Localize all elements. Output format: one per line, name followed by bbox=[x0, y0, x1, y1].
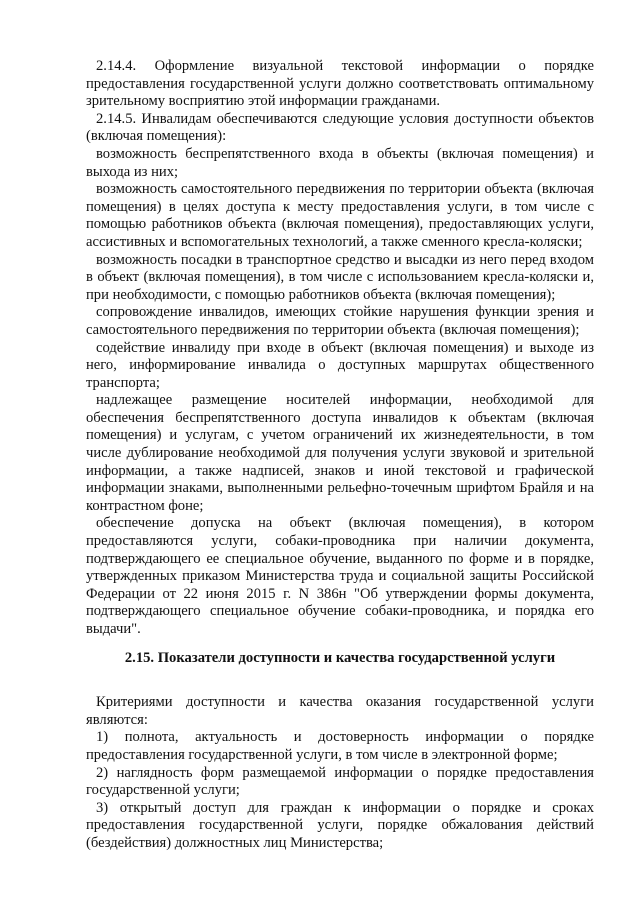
condition-assistance: содействие инвалиду при входе в объект (включая помещения) и выходе из него, информирование инвалида о доступных маршрутах общественного транспорта; bbox=[86, 339, 594, 391]
document-page bbox=[86, 58, 594, 853]
criteria-item-2: 2) наглядность форм размещаемой информации о порядке предоставления государственной услуги; bbox=[86, 764, 594, 799]
condition-vehicle-boarding: возможность посадки в транспортное средство и высадки из него перед входом в объект (включая помещения), в том числе с использованием кресла-коляски и, при необходимости, с помощью работников объекта (включая помещения); bbox=[86, 251, 594, 303]
criteria-item-3: 3) открытый доступ для граждан к информации о порядке и сроках предоставления государственной услуги, порядке обжалования действий (бездействия) должностных лиц Министерства; bbox=[86, 799, 594, 851]
condition-escort: сопровождение инвалидов, имеющих стойкие нарушения функции зрения и самостоятельного передвижения по территории объекта (включая помещения); bbox=[86, 304, 594, 338]
section-heading-2-15: 2.15. Показатели доступности и качества государственной услуги bbox=[124, 649, 556, 666]
criteria-intro: Критериями доступности и качества оказания государственной услуги являются: bbox=[86, 694, 594, 728]
paragraph-2-14-4: 2.14.4. Оформление визуальной текстовой информации о порядке предоставления государственной услуги должно соответствовать оптимальному зрительному восприятию этой информации гражданами. bbox=[86, 58, 594, 110]
condition-movement: возможность самостоятельного передвижения по территории объекта (включая помещения) в целях доступа к месту предоставления услуги, в том числе с помощью работников объекта (включая помещения), предоставляющих услуги, ассистивных и вспомогательных технологий, а также сменного кресла-коляски; bbox=[86, 181, 594, 250]
condition-entrance-exit: возможность беспрепятственного входа в объекты (включая помещения) и выхода из них; bbox=[86, 145, 594, 180]
section-spacer bbox=[86, 667, 594, 694]
criteria-item-1: 1) полнота, актуальность и достоверность информации о порядке предоставления государственной услуги, в том числе в электронной форме; bbox=[86, 729, 594, 763]
condition-guide-dog: обеспечение допуска на объект (включая помещения), в котором предоставляются услуги, собаки-проводника при наличии документа, подтверждающего ее специальное обучение, выданного по форме и в порядке, утвержденных приказом Министерства труда и социальной защиты Российской Федерации от 22 июня 2015 г. N 386н "Об утверждении формы документа, подтверждающего специальное обучение собаки-проводника, и порядка его выдачи". bbox=[86, 515, 594, 637]
condition-information-placement: надлежащее размещение носителей информации, необходимой для обеспечения беспрепятственного доступа инвалидов к объектам (включая помещения) и услугам, с учетом ограничений их жизнедеятельности, в том числе дублирование необходимой для получения услуги звуковой и зрительной информации, а также надписей, знаков и иной текстовой и графической информации знаками, выполненными рельефно-точечным шрифтом Брайля и на контрастном фоне; bbox=[86, 392, 594, 514]
paragraph-2-14-5: 2.14.5. Инвалидам обеспечиваются следующие условия доступности объектов (включая помещения): bbox=[86, 110, 594, 145]
